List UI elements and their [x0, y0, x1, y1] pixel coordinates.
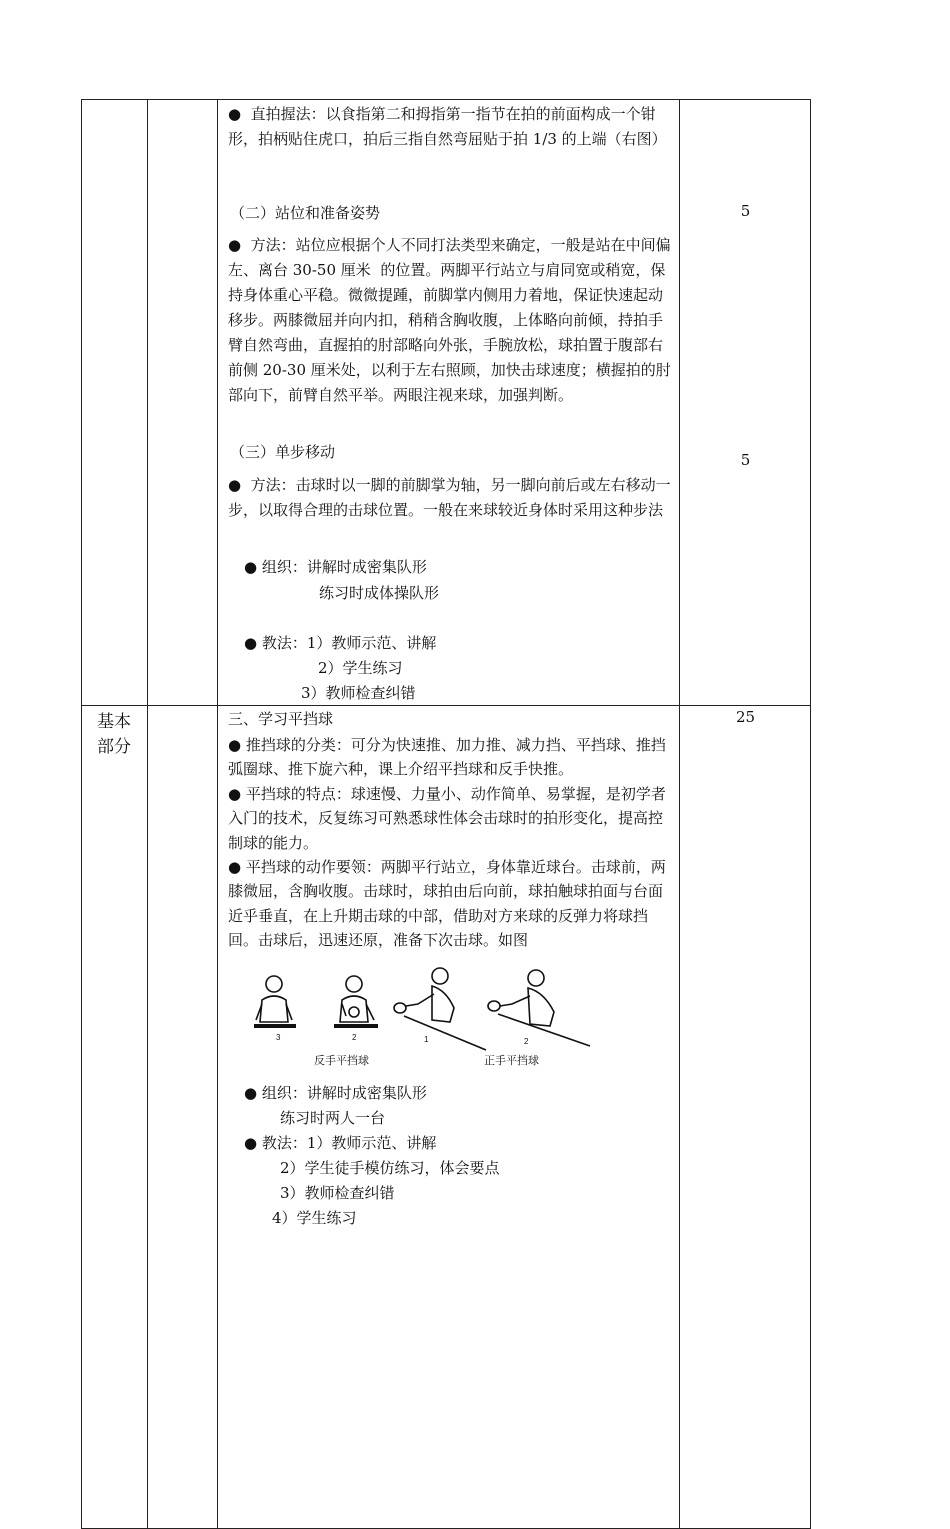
time-cell — [148, 706, 218, 1529]
player-figure — [528, 988, 554, 1026]
stance-heading: （二）站位和准备姿势 — [230, 204, 381, 222]
time-cell — [148, 100, 218, 706]
section-label: 基本 部分 — [97, 712, 131, 757]
teaching-method-line-2: 2）学生徒手模仿练习，体会要点 — [280, 1159, 500, 1177]
duration-value: 25 — [735, 708, 756, 726]
player-figure — [260, 996, 288, 1022]
section-cell — [82, 100, 148, 706]
content-cell — [218, 706, 680, 1529]
figure-caption-left: 反手平挡球 — [314, 1054, 369, 1067]
block-stroke-illustration — [254, 964, 594, 1070]
figure-caption-right: 正手平挡球 — [484, 1054, 539, 1067]
teaching-method-line-3: 3）教师检查纠错 — [280, 1184, 395, 1202]
paddle — [488, 1001, 500, 1011]
essentials-text: ● 平挡球的动作要领：两脚平行站立，身体靠近球台。击球前，两膝微屈，含胸收腹。击球时，球拍由后向前，球拍触球拍面与台面近乎垂直，在上升期击球的中部，借助对方来球的反弹力将球挡回。击球后，迅速还原，准备下次击球。如图 — [228, 858, 666, 950]
player-figure — [346, 976, 362, 992]
figure-number: 2 — [352, 1033, 357, 1042]
player-figure — [266, 976, 282, 992]
table-row — [82, 706, 811, 1529]
content-cell — [218, 100, 680, 706]
player-figure — [528, 970, 544, 986]
stance-method-text: ● 方法：站位应根据个人不同打法类型来确定，一般是站在中间偏左、离台 30-50 厘米 的位置。两脚平行站立与肩同宽或稍宽，保持身体重心平稳。微微提踵，前脚掌内侧用力着地，保证快速起动移步。两膝微屈并向内扣，稍稍含胸收腹，上体略向前倾，持拍手臂自然弯曲，直握拍的肘部略向外张，手腕放松，球拍置于腹部右前侧 20-30 厘米处，以利于左右照顾，加快击球速度；横握拍的肘部向下，前臂自然平举。两眼注视来球，加强判断。 — [228, 236, 671, 404]
figure-number: 2 — [524, 1037, 529, 1046]
organization-line-2: 练习时成体操队形 — [319, 584, 440, 602]
section-cell — [82, 706, 148, 1529]
figure-number: 1 — [424, 1035, 429, 1044]
teaching-method-line-1: ● 教法：1）教师示范、讲解 — [244, 634, 437, 652]
teaching-method-line-4: 4）学生练习 — [272, 1209, 357, 1227]
duration-value: 5 — [740, 451, 751, 469]
duration-cell — [680, 706, 811, 1529]
teaching-method-line-3: 3）教师检查纠错 — [301, 684, 416, 702]
teaching-method-line-2: 2）学生练习 — [318, 659, 403, 677]
player-figure — [432, 986, 454, 1022]
section-heading: 三、学习平挡球 — [228, 710, 334, 728]
table-row — [82, 100, 811, 706]
lesson-plan-table — [81, 99, 811, 1529]
organization-line-1: ● 组织：讲解时成密集队形 — [244, 558, 427, 576]
duration-value: 5 — [740, 202, 751, 220]
table-line — [498, 1014, 590, 1046]
features-text: ● 平挡球的特点：球速慢、力量小、动作简单、易掌握，是初学者入门的技术，反复练习可熟悉球性体会击球时的拍形变化，提高控制球的能力。 — [228, 785, 666, 852]
organization-line-1: ● 组织：讲解时成密集队形 — [244, 1084, 427, 1102]
teaching-method-line-1: ● 教法：1）教师示范、讲解 — [244, 1134, 437, 1152]
classification-text: ● 推挡球的分类：可分为快速推、加力推、减力挡、平挡球、推挡弧圈球、推下旋六种，课上介绍平挡球和反手快推。 — [228, 736, 666, 779]
step-method-text: ● 方法：击球时以一脚的前脚掌为轴，另一脚向前后或左右移动一步，以取得合理的击球位置。一般在来球较近身体时采用这种步法 — [228, 476, 671, 519]
grip-method-text: ● 直拍握法：以食指第二和拇指第一指节在拍的前面构成一个钳形，拍柄贴住虎口，拍后三指自然弯屈贴于拍 1/3 的上端（右图） — [228, 105, 667, 148]
paddle — [394, 1003, 406, 1013]
figure-number: 3 — [276, 1033, 281, 1042]
duration-cell — [680, 100, 811, 706]
step-heading: （三）单步移动 — [230, 443, 336, 461]
paddle — [349, 1007, 359, 1017]
organization-line-2: 练习时两人一台 — [280, 1109, 386, 1127]
player-figure — [432, 968, 448, 984]
